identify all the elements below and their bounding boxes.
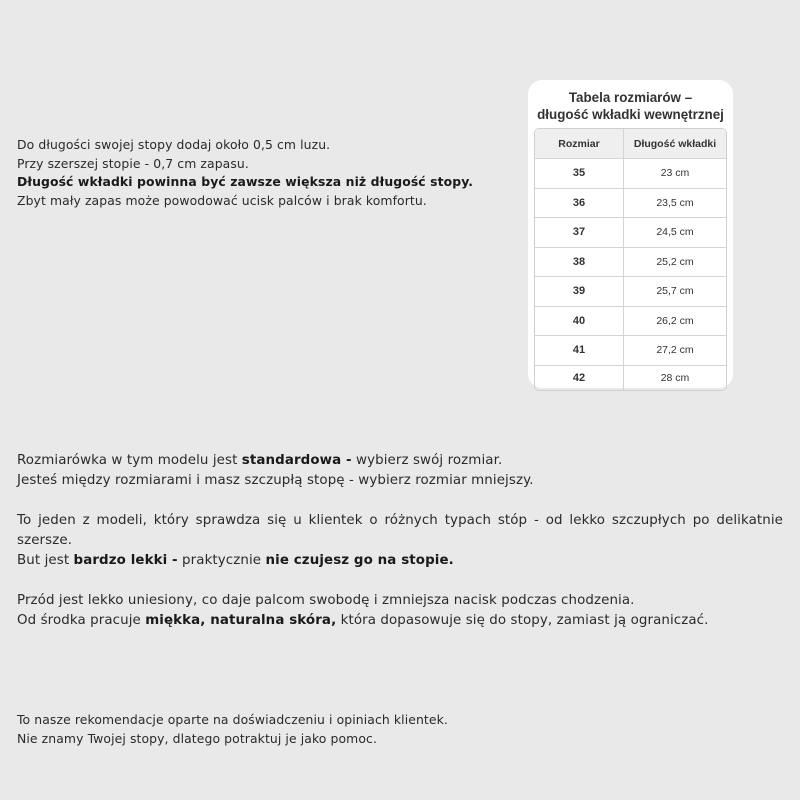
table-row: [535, 336, 726, 366]
length-cell: 28 cm: [660, 371, 690, 384]
size-chart-title: Tabela rozmiarów – długość wkładki wewnętrznej: [537, 90, 724, 122]
size-cell: 41: [535, 336, 624, 366]
fit-advice-intro: [17, 136, 473, 210]
table-row: [535, 277, 726, 307]
size-cell: 38: [535, 248, 624, 278]
fit-description: To jeden z modeli, który sprawdza się u klientek o różnych typach stóp - od lekko szczupłych po delikatnie szersze.: [17, 513, 783, 548]
disclaimer: [17, 710, 448, 748]
advice-line: Zbyt mały zapas może powodować ucisk palców i brak komfortu.: [17, 192, 427, 208]
table-row: [535, 248, 726, 278]
length-cell: 27,2 cm: [624, 336, 726, 366]
length-cell: 25,7 cm: [624, 277, 726, 307]
length-cell: 24,5 cm: [624, 218, 726, 248]
table-row: [535, 307, 726, 337]
sizing-note: Rozmiarówka w tym modelu jest standardowa - wybierz swój rozmiar.: [17, 453, 503, 468]
advice-line: Do długości swojej stopy dodaj około 0,5 cm luzu.: [17, 137, 331, 152]
length-cell: 26,2 cm: [624, 307, 726, 337]
disclaimer-line: To nasze rekomendacje oparte na doświadczeniu i opiniach klientek.: [17, 712, 448, 727]
disclaimer-line: Nie znamy Twojej stopy, dlatego potraktuj je jako pomoc.: [17, 731, 377, 746]
column-header-size: Rozmiar: [535, 129, 624, 159]
table-row: [535, 189, 726, 219]
model-description: [17, 451, 783, 631]
column-header-insole-length: Długość wkładki: [624, 129, 726, 159]
table-row: [535, 366, 726, 390]
sizing-tip: Jesteś między rozmiarami i masz szczupłą stopę - wybierz rozmiar mniejszy.: [17, 473, 534, 488]
size-cell: 42: [535, 366, 624, 390]
table-row: [535, 218, 726, 248]
size-chart-card: [528, 80, 733, 388]
length-cell: 25,2 cm: [624, 248, 726, 278]
material-note: Od środka pracuje miękka, naturalna skóra, która dopasowuje się do stopy, zamiast ją ograniczać.: [17, 613, 709, 628]
length-cell: 23 cm: [624, 159, 726, 189]
size-cell: 36: [535, 189, 624, 219]
advice-line-emphasis: Długość wkładki powinna być zawsze większa niż długość stopy.: [17, 174, 474, 189]
size-cell: 35: [535, 159, 624, 189]
size-cell: 40: [535, 307, 624, 337]
toe-box-note: Przód jest lekko uniesiony, co daje palcom swobodę i zmniejsza nacisk podczas chodzenia.: [17, 593, 635, 608]
advice-line: Przy szerszej stopie - 0,7 cm zapasu.: [17, 155, 249, 171]
table-row: [535, 159, 726, 189]
weight-note: But jest bardzo lekki - praktycznie nie czujesz go na stopie.: [17, 553, 454, 568]
length-cell: 23,5 cm: [624, 189, 726, 219]
table-header-row: [535, 129, 726, 159]
size-cell: 37: [535, 218, 624, 248]
size-cell: 39: [535, 277, 624, 307]
size-chart-table: [534, 128, 727, 391]
